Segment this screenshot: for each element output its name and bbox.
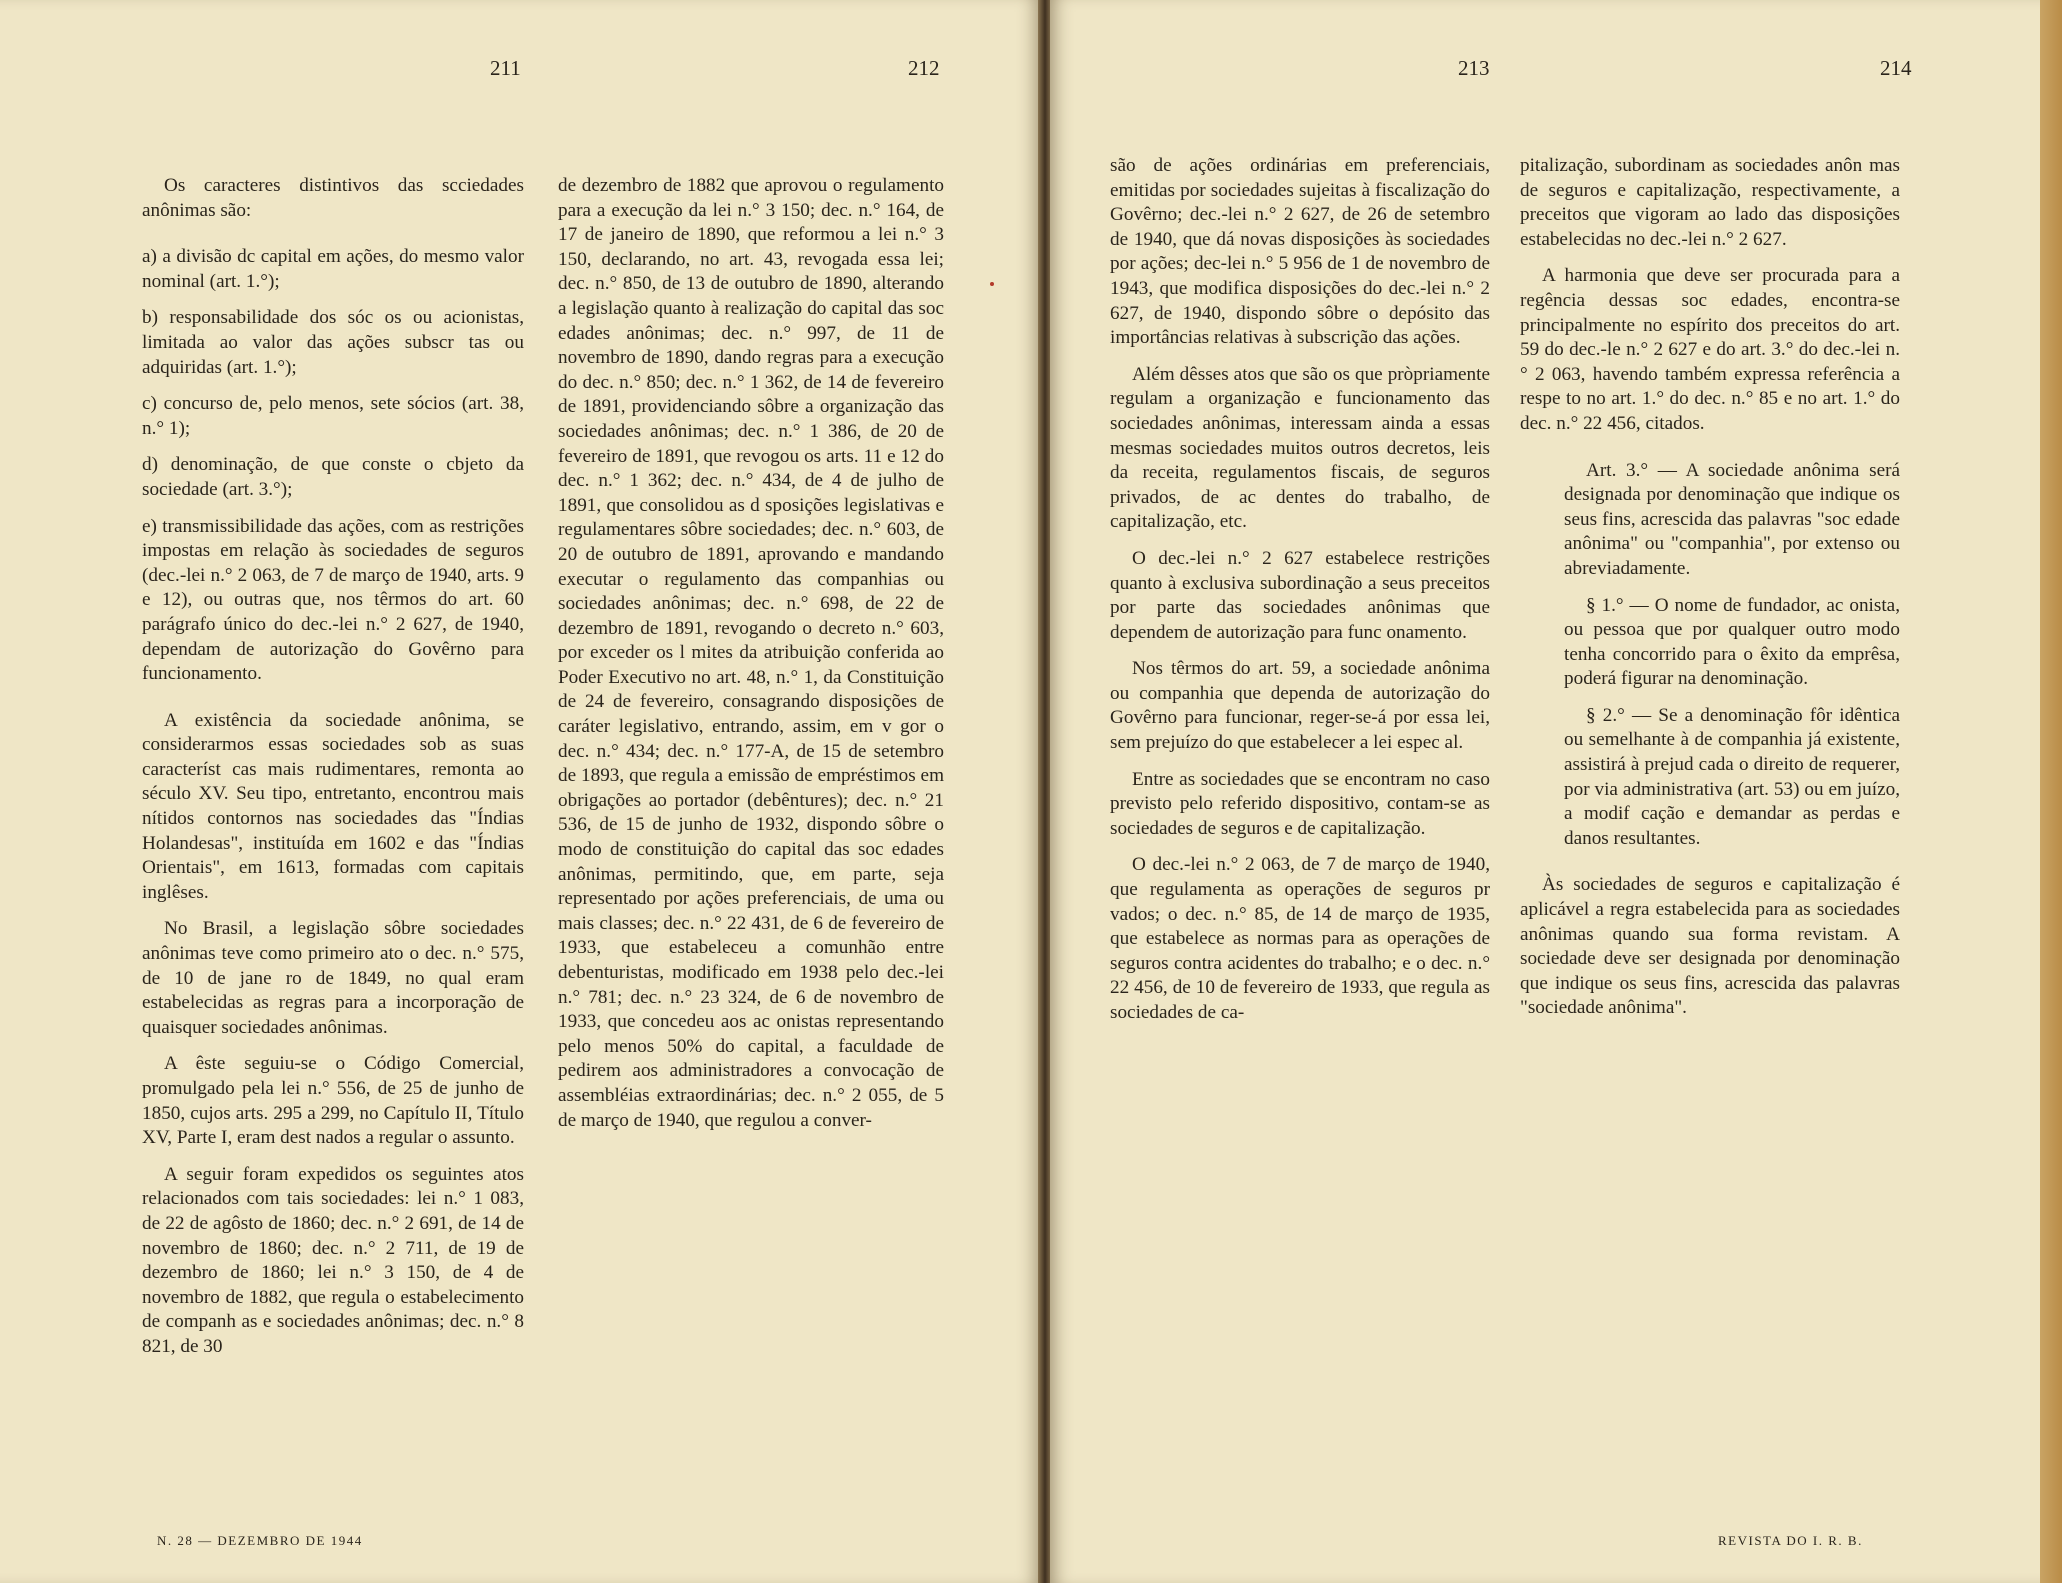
- paragraph: Nos têrmos do art. 59, a sociedade anônima ou companhia que dependa de autorização do Govêrno para funcionar, reger-se-á por essa lei, sem prejuízo do que estabelecer a lei espec al.: [1110, 658, 1490, 754]
- column-4: [1520, 154, 1900, 1033]
- quoted-paragraph: § 1.° — O nome de fundador, ac onista, ou pessoa que por qualquer outro modo tenha concorrido para o êxito da emprêsa, poderá figurar na denominação.: [1564, 594, 1900, 690]
- page-edge: [2040, 0, 2062, 1583]
- column-2: [558, 174, 944, 1145]
- paragraph: O dec.-lei n.° 2 063, de 7 de março de 1940, que regulamenta as operações de seguros pr vados; o dec. n.° 85, de 14 de março de 1935, que estabelece as normas para as operações de seguros contra acidentes do trabalho; e o dec. n.° 22 456, de 10 de fevereiro de 1933, que regula as sociedades de ca-: [1110, 854, 1490, 1023]
- list-item: a) a divisão dc capital em ações, do mesmo valor nominal (art. 1.°);: [142, 246, 524, 292]
- paragraph: Além dêsses atos que são os que pròpriamente regulam a organização e funcionamento das sociedades anônimas, interessam ainda a essas mesmas sociedades muitos outros decretos, leis da receita, regulamentos fiscais, de seguros privados, de ac dentes do trabalho, de capitalização, etc.: [1110, 363, 1490, 533]
- paragraph: Os caracteres distintivos das scciedades anônimas são:: [142, 175, 524, 221]
- column-3: [1110, 154, 1490, 1038]
- list-item: b) responsabilidade dos sóc os ou acionistas, limitada ao valor das ações subscr tas ou adquiridas (art. 1.°);: [142, 307, 524, 378]
- quoted-paragraph: § 2.° — Se a denominação fôr idêntica ou semelhante à de companhia já existente, assistirá à prejud cada o direito de requerer, por via administrativa (art. 53) ou em juízo, a modif cação e demandar as perdas e danos resultantes.: [1564, 704, 1900, 849]
- right-page: [1050, 0, 2040, 1583]
- column-1: [142, 174, 524, 1372]
- paragraph: Entre as sociedades que se encontram no caso previsto pelo referido dispositivo, contam-se as sociedades de seguros e de capitalização.: [1110, 768, 1490, 839]
- page-number-213: 213: [1458, 56, 1490, 80]
- paragraph: pitalização, subordinam as sociedades anôn mas de seguros e capitalização, respectivamente, a preceitos que vigoram ao lado das disposições estabelecidas no dec.-lei n.° 2 627.: [1520, 155, 1900, 250]
- paragraph: são de ações ordinárias em preferenciais, emitidas por sociedades sujeitas à fiscalização do Govêrno; dec.-lei n.° 2 627, de 26 de setembro de 1940, que dá novas disposições às sociedades por ações; dec-lei n.° 5 956 de 1 de novembro de 1943, que modifica disposições do dec.-lei n.° 2 627, de 1940, dispondo sôbre o depósito das importâncias relativas à subscrição das ações.: [1110, 155, 1490, 349]
- list-item: e) transmissibilidade das ações, com as restrições impostas em relação às sociedades de seguros (dec.-lei n.° 2 063, de 7 de março de 1940, arts. 9 e 12), ou outras que, nos têrmos do art. 60 parágrafo único do dec.-lei n.° 2 627, de 1940, dependam de autorização do Govêrno para funcionamento.: [142, 515, 524, 685]
- paragraph: A êste seguiu-se o Código Comercial, promulgado pela lei n.° 556, de 25 de junho de 1850, cujos arts. 295 a 299, no Capítulo II, Título XV, Parte I, eram dest nados a regular o assunto.: [142, 1053, 524, 1149]
- paragraph: de dezembro de 1882 que aprovou o regulamento para a execução da lei n.° 3 150; dec. n.° 164, de 17 de janeiro de 1890, que reformou a lei n.° 3 150, declarando, no art. 43, revogada essa lei; dec. n.° 850, de 13 de outubro de 1890, alterando a legislação quanto à realização do capital das soc edades anônimas; dec. n.° 997, de 11 de novembro de 1890, dando regras para a execução do dec. n.° 850; dec. n.° 1 362, de 14 de fevereiro de 1891, providenciando sôbre a organização das sociedades anônimas; dec. n.° 1 386, de 20 de fevereiro de 1891, que revogou os arts. 11 e 12 do dec. n.° 1 362; dec. n.° 434, de 4 de julho de 1891, que consolidou as d sposições legislativas e regulamentares sôbre sociedades; dec. n.° 603, de 20 de outubro de 1891, aprovando e mandando executar o regulamento das companhias ou sociedades anônimas; dec. n.° 698, de 22 de dezembro de 1891, revogando o decreto n.° 603, por exceder os l mites da atribuição conferida ao Poder Executivo no art. 48, n.° 1, da Constituição de 24 de fevereiro, consagrando disposições de caráter legislativo, entrando, assim, em v gor o dec. n.° 434; dec. n.° 177-A, de 15 de setembro de 1893, que regula a emissão de empréstimos em obrigações ao portador (debêntures); dec. n.° 21 536, de 15 de junho de 1932, dispondo sôbre o modo de constituição do capital das soc edades anônimas, permitindo, que, em parte, seja representado por ações preferenciais, de uma ou mais classes; dec. n.° 22 431, de 6 de fevereiro de 1933, que estabeleceu a comunhão entre debenturistas, modificado em 1938 pelo dec.-lei n.° 781; dec. n.° 23 324, de 6 de novembro de 1933, que concedeu aos ac onistas representando pelo menos 50% do capital, a faculdade de pedirem aos administradores a convocação de assembléias extraordinárias; dec. n.° 2 055, de 5 de março de 1940, que regulou a conver-: [558, 175, 944, 1131]
- page-number-211: 211: [490, 56, 521, 80]
- paragraph: A existência da sociedade anônima, se considerarmos essas sociedades sob as suas característ cas mais rudimentares, remonta ao século XV. Seu tipo, entretanto, encontrou mais nítidos contornos nas sociedades das "Índias Holandesas", instituída em 1602 e das "Índias Orientais", em 1613, formadas com capitais inglêses.: [142, 709, 524, 903]
- quoted-article: Art. 3.° — A sociedade anônima será designada por denominação que indique os seus fins, acrescida das palavras "soc edade anônima" ou "companhia", por extenso ou abreviadamente.: [1564, 459, 1900, 579]
- paragraph: No Brasil, a legislação sôbre sociedades anônimas teve como primeiro ato o dec. n.° 575, de 10 de jane ro de 1849, no qual eram estabelecidas as regras para a incorporação de quaisquer sociedades anônimas.: [142, 918, 524, 1038]
- ink-spot: [990, 282, 994, 286]
- paragraph: A harmonia que deve ser procurada para a regência dessas soc edades, encontra-se principalmente no espírito dos preceitos do art. 59 do dec.-le n.° 2 627 e do art. 3.° do dec.-lei n.° 2 063, havendo também expressa referência a respe to no art. 1.° do dec. n.° 85 e no art. 1.° do dec. n.° 22 456, citados.: [1520, 265, 1900, 434]
- list-item: d) denominação, de que conste o cbjeto da sociedade (art. 3.°);: [142, 454, 524, 500]
- paragraph: O dec.-lei n.° 2 627 estabelece restrições quanto à exclusiva subordinação a seus preceitos por parte das sociedades anônimas que dependem de autorização para func onamento.: [1110, 547, 1490, 643]
- paragraph: Às sociedades de seguros e capitalização é aplicável a regra estabelecida para as sociedades anônimas quando sua forma revistam. A sociedade deve ser designada por denominação que indique os seus fins, acrescida das palavras "sociedade anônima".: [1520, 874, 1900, 1019]
- list-item: c) concurso de, pelo menos, sete sócios (art. 38, n.° 1);: [142, 393, 524, 439]
- footer-journal: REVISTA DO I. R. B.: [1718, 1533, 1863, 1548]
- footer-issue: N. 28 — DEZEMBRO DE 1944: [157, 1533, 363, 1548]
- page-number-214: 214: [1880, 56, 1912, 80]
- page-number-212: 212: [908, 56, 940, 80]
- paragraph: A seguir foram expedidos os seguintes atos relacionados com tais sociedades: lei n.° 1 083, de 22 de agôsto de 1860; dec. n.° 2 691, de 14 de novembro de 1860; dec. n.° 2 711, de 19 de dezembro de 1860; lei n.° 3 150, de 4 de novembro de 1882, que regula o estabelecimento de companh as e sociedades anônimas; dec. n.° 8 821, de 30: [142, 1163, 524, 1357]
